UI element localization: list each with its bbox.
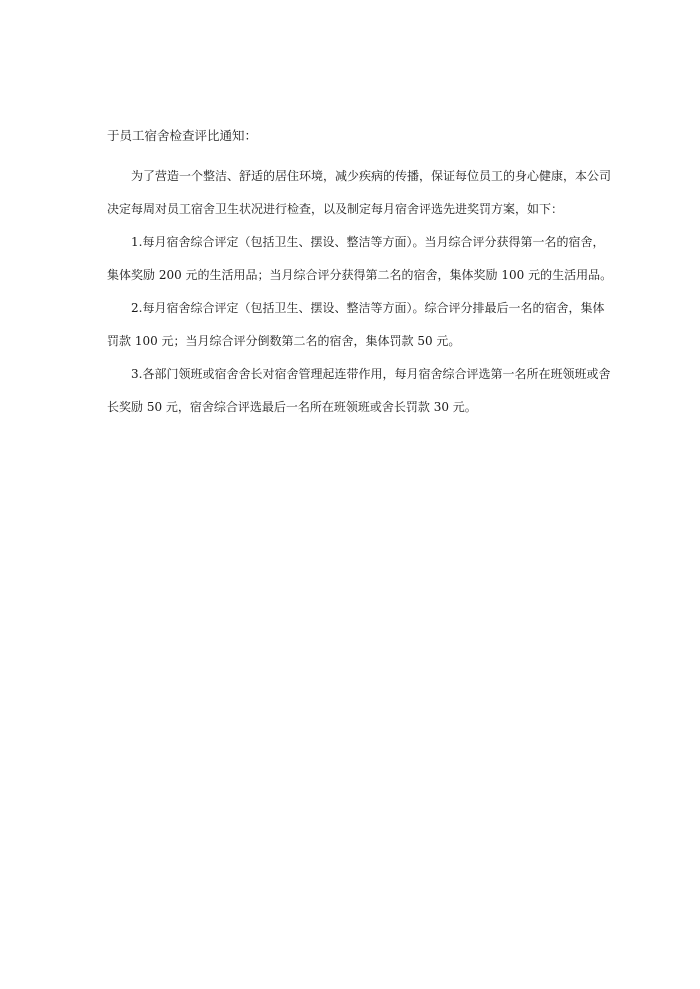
- rule-item-2-line-1: 2.每月宿舍综合评定（包括卫生、摆设、整洁等方面）。综合评分排最后一名的宿舍，集体: [131, 301, 605, 315]
- rule-item-3: [107, 358, 611, 424]
- notice-title: 于员工宿舍检查评比通知：: [107, 128, 258, 143]
- intro-paragraph: [107, 160, 612, 226]
- rule-item-1: [107, 226, 613, 292]
- rule-item-3-line-2: 长奖励 50 元，宿舍综合评选最后一名所在班领班或舍长罚款 30 元。: [107, 400, 477, 414]
- rule-item-1-line-2: 集体奖励 200 元的生活用品；当月综合评分获得第二名的宿舍，集体奖励 100 元的生活用品。: [107, 268, 613, 282]
- intro-line-2: 决定每周对员工宿舍卫生状况进行检查，以及制定每月宿舍评选先进奖罚方案，如下：: [107, 202, 564, 216]
- rule-item-2: [107, 292, 605, 358]
- document-body: [107, 125, 613, 424]
- rule-item-3-line-1: 3.各部门领班或宿舍舍长对宿舍管理起连带作用，每月宿舍综合评选第一名所在班领班或舍: [131, 367, 611, 381]
- rule-item-2-line-2: 罚款 100 元；当月综合评分倒数第二名的宿舍，集体罚款 50 元。: [107, 334, 461, 348]
- intro-line-1: 为了营造一个整洁、舒适的居住环境，减少疾病的传播，保证每位员工的身心健康，本公司: [131, 169, 612, 183]
- rule-item-1-line-1: 1.每月宿舍综合评定（包括卫生、摆设、整洁等方面）。当月综合评分获得第一名的宿舍，: [131, 235, 605, 249]
